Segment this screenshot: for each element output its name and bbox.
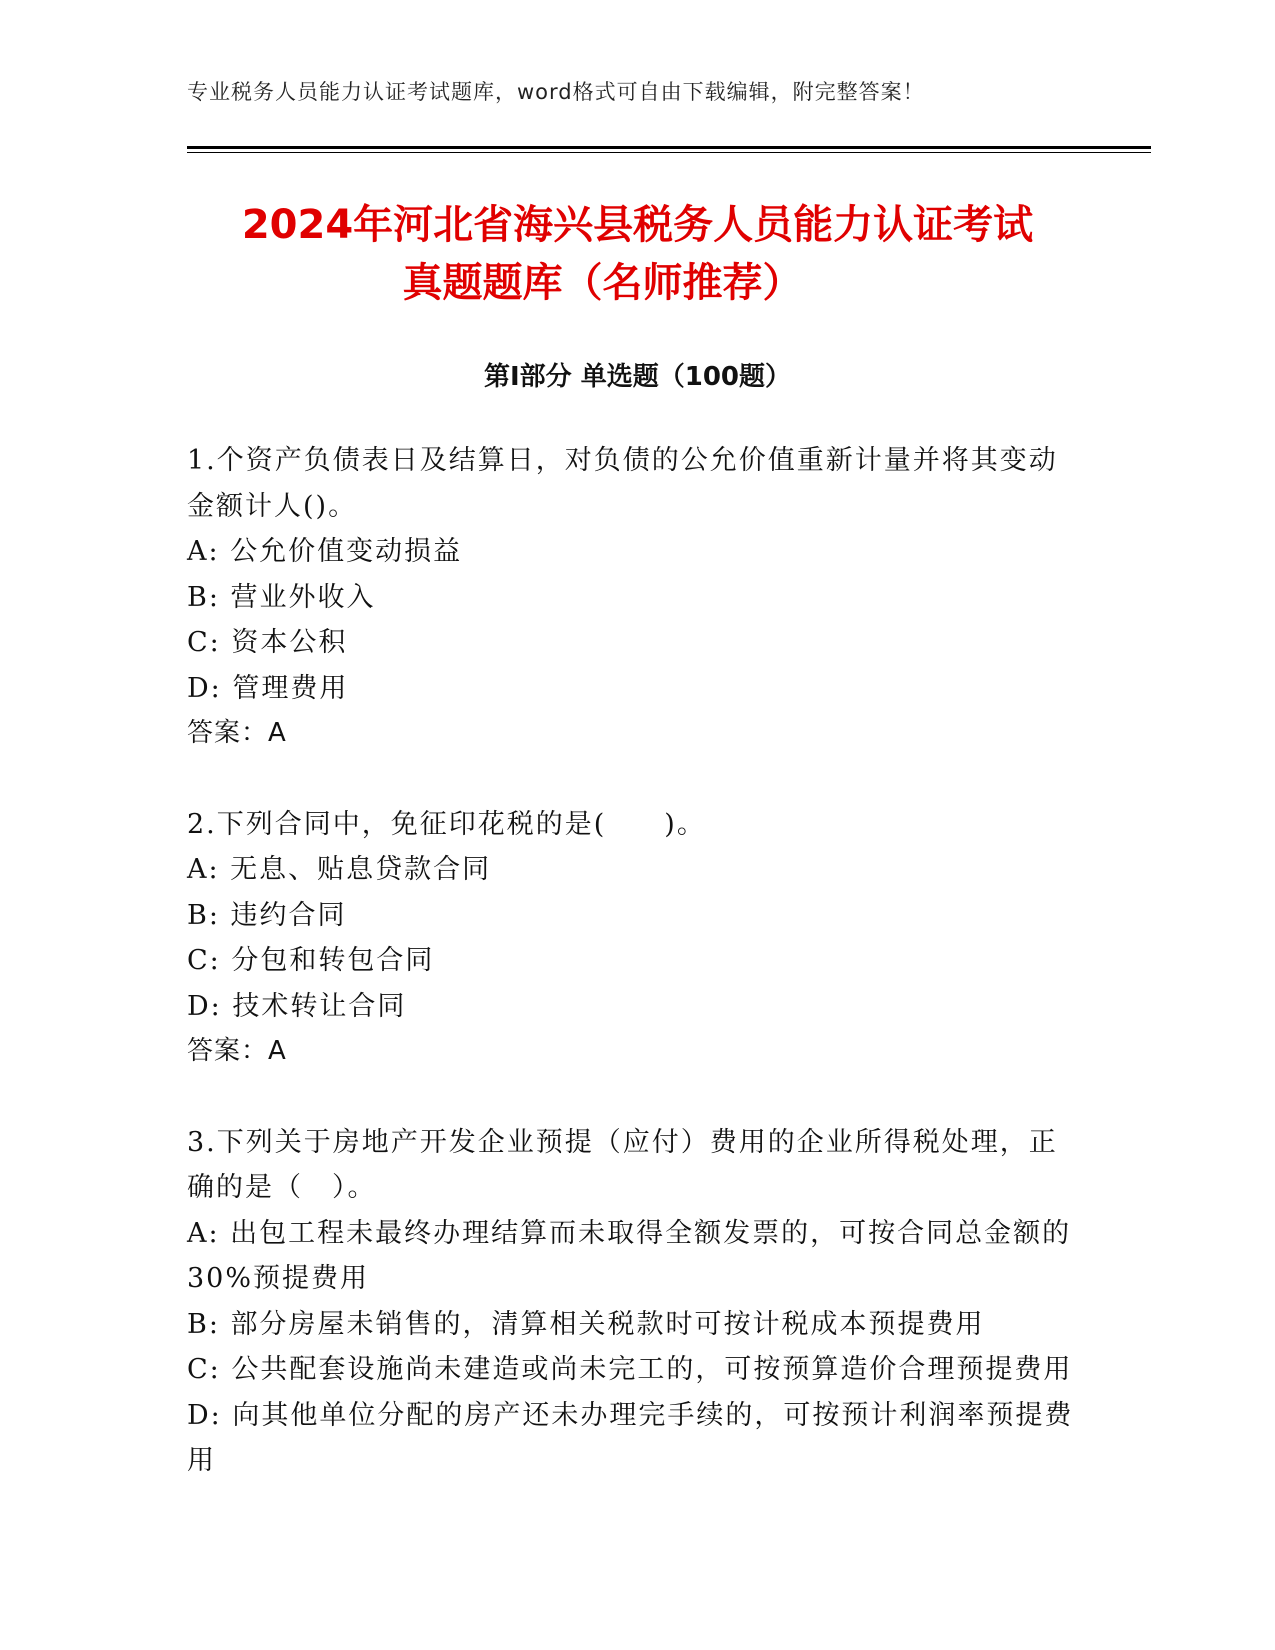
section-heading: 第Ⅰ部分 单选题（100题）: [484, 362, 791, 392]
option-c: C: 分包和转包合同: [187, 945, 435, 976]
option-d: D: 技术转让合同: [187, 990, 407, 1022]
question-stem: 2.下列合同中，免征印花税的是( )。: [187, 808, 706, 840]
option-d: D: 管理费用: [187, 672, 349, 704]
header-divider-thick: [187, 146, 1151, 149]
option-a: A: 公允价值变动损益: [187, 536, 463, 567]
answer: 答案：A: [187, 1036, 287, 1066]
document-title-line-2: 真题题库（名师推荐）: [402, 260, 803, 306]
page-header-note: 专业税务人员能力认证考试题库，word格式可自由下载编辑，附完整答案！: [187, 80, 925, 104]
question-2: [187, 802, 1077, 1075]
option-b: B: 部分房屋未销售的，清算相关税款时可按计税成本预提费用: [187, 1308, 985, 1340]
document-title: [0, 196, 1275, 312]
question-3: [187, 1120, 1077, 1484]
answer: 答案：A: [187, 718, 287, 748]
option-b: B: 违约合同: [187, 899, 347, 931]
option-c: C: 资本公积: [187, 627, 348, 658]
question-list: [187, 438, 1077, 1529]
option-b: B: 营业外收入: [187, 581, 376, 613]
option-c: C: 公共配套设施尚未建造或尚未完工的，可按预算造价合理预提费用: [187, 1354, 1073, 1385]
header-divider-thin: [187, 152, 1151, 153]
option-a: A: 无息、贴息贷款合同: [187, 854, 492, 885]
question-1: [187, 438, 1077, 757]
question-stem: 3.下列关于房地产开发企业预提（应付）费用的企业所得税处理，正确的是（ ）。: [187, 1126, 1058, 1203]
document-title-line-1: 2024年河北省海兴县税务人员能力认证考试: [241, 202, 1034, 248]
question-stem: 1.个资产负债表日及结算日，对负债的公允价值重新计量并将其变动金额计人()。: [187, 445, 1058, 522]
option-d: D: 向其他单位分配的房产还未办理完手续的，可按预计利润率预提费用: [187, 1399, 1074, 1476]
option-a: A: 出包工程未最终办理结算而未取得全额发票的，可按合同总金额的30%预提费用: [187, 1217, 1072, 1294]
